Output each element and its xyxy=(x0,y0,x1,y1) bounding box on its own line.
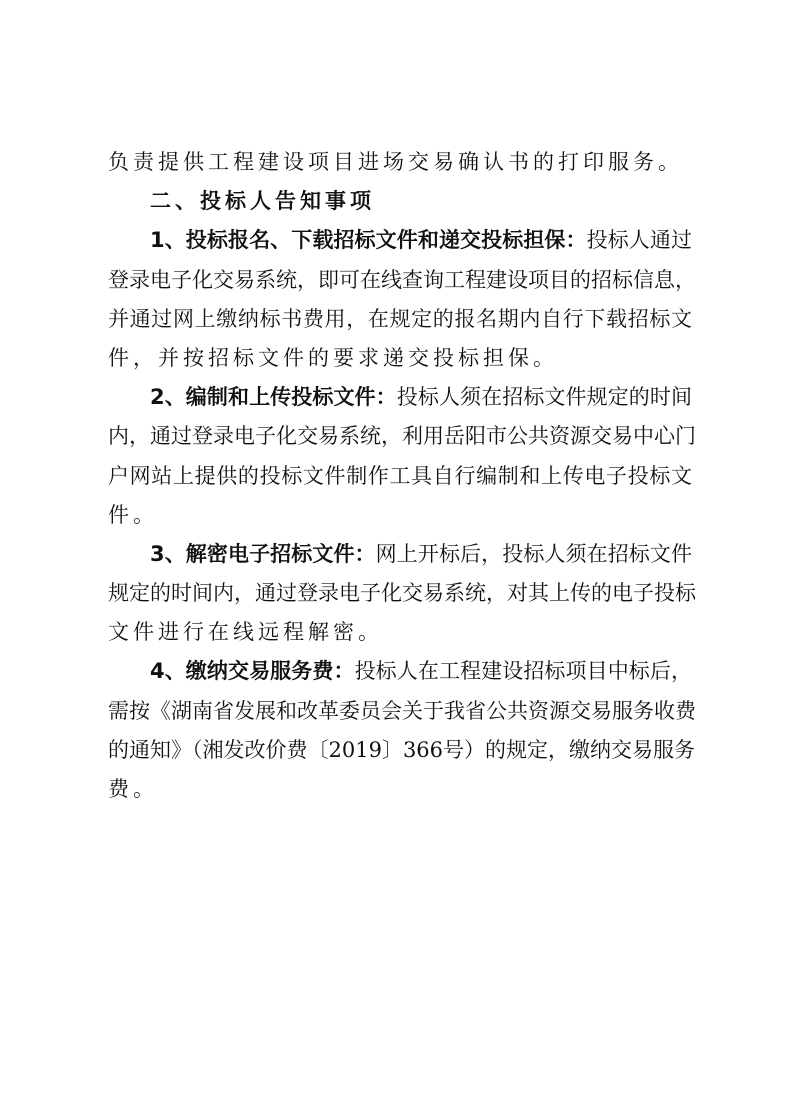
text-line xyxy=(108,182,692,221)
body-text: 文件进行在线远程解密。 xyxy=(108,620,383,645)
body-text: 投标人在工程建设招标项目中标后， xyxy=(354,659,692,684)
body-text: 网上开标后，投标人须在招标文件 xyxy=(375,541,692,566)
body-text: 费。 xyxy=(108,777,158,801)
body-text: 的通知》（湘发改价费〔2019〕366号）的规定，缴纳交易服务 xyxy=(108,737,696,762)
text-line xyxy=(108,574,696,613)
body-text: 内，通过登录电子化交易系统，利用岳阳市公共资源交易中心门 xyxy=(108,424,696,449)
text-line xyxy=(108,770,692,809)
text-line xyxy=(108,261,696,300)
text-line xyxy=(108,652,692,691)
text-line xyxy=(108,378,692,417)
body-text: 负责提供工程建设项目进场交易确认书的打印服务。 xyxy=(108,150,683,174)
text-line xyxy=(108,731,696,770)
body-text: 件，并按招标文件的要求递交投标担保。 xyxy=(108,345,558,370)
bold-heading: 3、解密电子招标文件： xyxy=(150,541,376,566)
bold-heading: 4、缴纳交易服务费： xyxy=(150,659,355,684)
bold-heading: 1、投标报名、下载招标文件和递交投标担保： xyxy=(150,228,587,253)
text-line xyxy=(108,457,692,496)
body-text: 规定的时间内，通过登录电子化交易系统，对其上传的电子投标 xyxy=(108,581,696,606)
body-text: 件。 xyxy=(108,502,158,527)
text-line xyxy=(108,300,692,339)
body-text: 户网站上提供的投标文件制作工具自行编制和上传电子投标文 xyxy=(108,463,692,488)
text-line xyxy=(108,496,692,535)
document-page xyxy=(108,143,696,809)
body-text: 需按《湖南省发展和改革委员会关于我省公共资源交易服务收费 xyxy=(108,698,696,723)
text-line xyxy=(108,339,692,378)
body-text: 投标人通过 xyxy=(586,228,692,253)
bold-heading: 二、投标人告知事项 xyxy=(150,189,375,214)
text-line xyxy=(108,692,696,731)
text-line xyxy=(108,535,692,574)
text-line xyxy=(108,143,692,182)
body-text: 投标人须在招标文件规定的时间 xyxy=(396,385,692,410)
text-line xyxy=(108,613,692,652)
bold-heading: 2、编制和上传投标文件： xyxy=(150,385,397,410)
text-line xyxy=(108,221,692,260)
body-text: 登录电子化交易系统，即可在线查询工程建设项目的招标信息， xyxy=(108,267,696,292)
text-line xyxy=(108,417,696,456)
body-text: 并通过网上缴纳标书费用，在规定的报名期内自行下载招标文 xyxy=(108,306,692,331)
